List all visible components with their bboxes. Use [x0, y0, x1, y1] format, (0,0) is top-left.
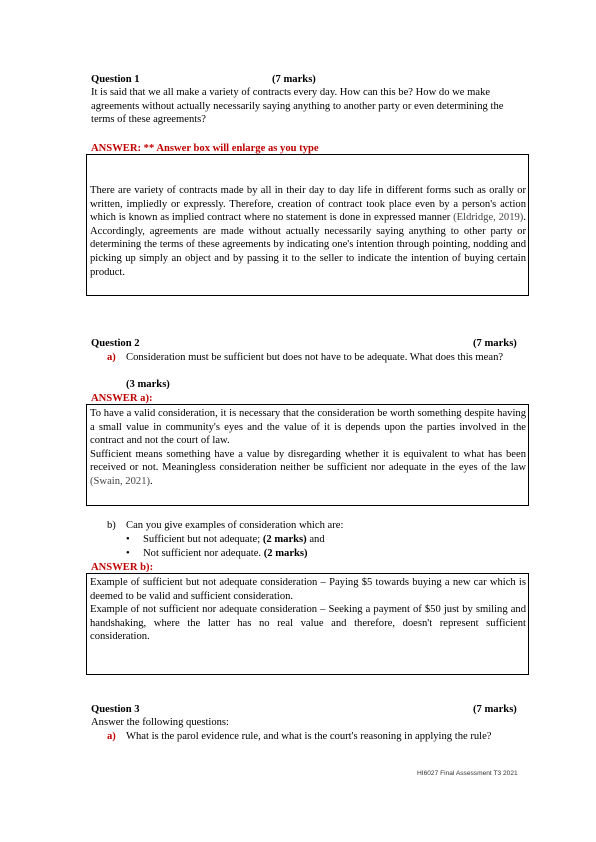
q2-a-text: Consideration must be sufficient but does not have to be adequate. What does this mean? [126, 352, 504, 363]
q1-title: Question 1 [91, 74, 140, 85]
q2-answer-b-box[interactable] [86, 573, 529, 675]
paragraph: Sufficient means something have a value by disregarding whether it is equivalent to what has been received or not. Meaningless consideration neither be sufficient nor adequate in the eyes of the law (Swain, 2021). [90, 448, 526, 487]
citation: (Swain, 2021) [90, 475, 151, 487]
q2-b-label: b) [107, 520, 116, 531]
q2-answer-b-text [90, 576, 526, 644]
q2-title: Question 2 [91, 338, 140, 349]
q1-question-text: It is said that we all make a variety of contracts every day. How can this be? How do we make agreements without actually necessarily saying anything to another party or even determining the terms of these agreements? [91, 87, 504, 126]
q1-answer-text: There are variety of contracts made by all in their day to day life in different forms such as orally or written, impliedly or expressly. Therefore, creation of contract took place even by a person's action which is known as implied contract where no statement is done in expressed manner (Eldridge, 2019). Accordingly, agreements are made without actually necessarily saying anything to other party or determining the terms of these agreements by indicating one's intention through pointing, nodding and picking up simply an object and by passing it to the seller to indicate the intention of buying certain product. [90, 185, 526, 278]
q3-a-label: a) [107, 731, 116, 742]
q2-b-text: Can you give examples of consideration which are: [126, 520, 344, 531]
q3-title: Question 3 [91, 704, 140, 715]
paragraph: Example of sufficient but not adequate consideration – Paying $5 towards buying a new car which is deemed to be valid and sufficient consideration. [90, 577, 526, 602]
q2-a-marks: (3 marks) [126, 379, 170, 390]
q1-marks: (7 marks) [272, 74, 316, 85]
bullet-icon: • [126, 534, 130, 545]
q3-intro: Answer the following questions: [91, 717, 229, 728]
q2-answer-a-label: ANSWER a): [91, 393, 153, 404]
paragraph: Example of not sufficient nor adequate consideration – Seeking a payment of $50 just by smiling and handshaking, where the latter has no real value and therefore, doesn't represent sufficient consideration. [90, 604, 526, 643]
bullet-icon: • [126, 548, 130, 559]
q1-answer-label: ANSWER: ** Answer box will enlarge as you type [91, 143, 319, 154]
citation: (Eldridge, 2019) [453, 212, 524, 224]
q3-a-text: What is the parol evidence rule, and what is the court's reasoning in applying the rule? [126, 731, 492, 742]
q1-answer-box[interactable] [86, 154, 529, 296]
q2-b-bullet-2: Not sufficient nor adequate. (2 marks) [143, 548, 308, 559]
q2-b-bullet-1: Sufficient but not adequate; (2 marks) and [143, 534, 325, 545]
page-footer: HI6027 Final Assessment T3 2021 [417, 770, 518, 777]
q2-marks: (7 marks) [473, 338, 517, 349]
paragraph: To have a valid consideration, it is necessary that the consideration be worth something despite having a small value in community's eyes and the value of it is depends upon the parties involved in the contract and not the court of law. [90, 408, 526, 447]
q2-answer-a-box[interactable] [86, 404, 529, 506]
q3-marks: (7 marks) [473, 704, 517, 715]
q2-answer-b-label: ANSWER b): [91, 562, 154, 573]
q2-a-label: a) [107, 352, 116, 363]
q2-answer-a-text [90, 407, 526, 489]
